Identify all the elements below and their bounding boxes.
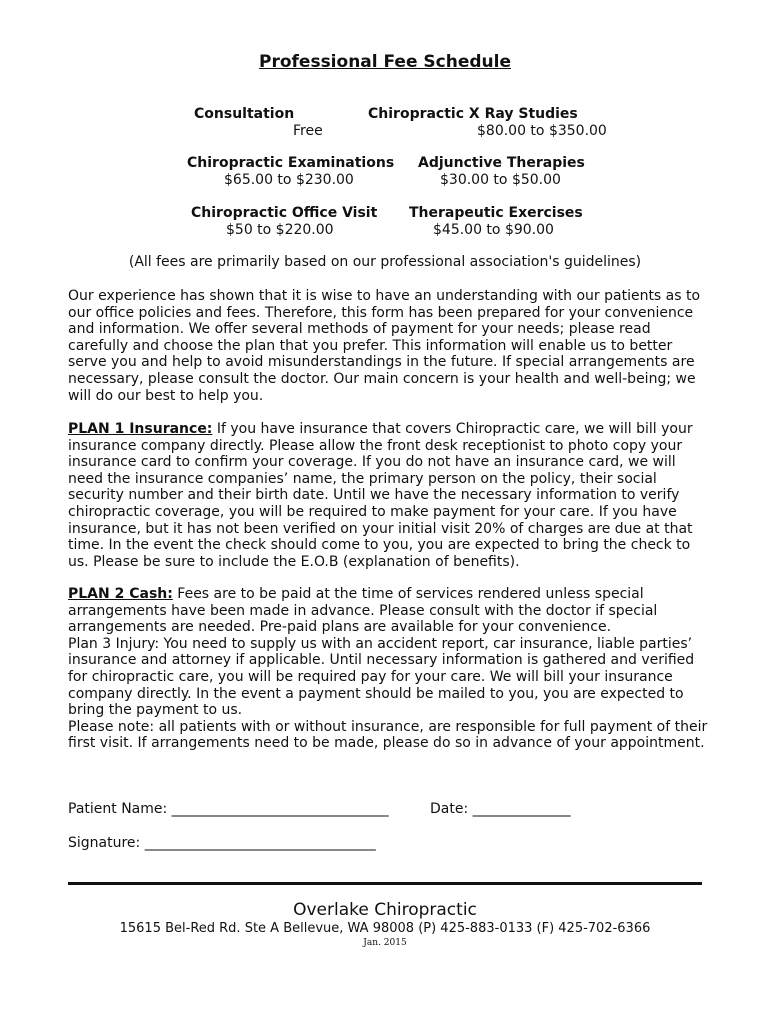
adjunctive-value: $30.00 to $50.00 [440, 172, 561, 188]
plan1-text: If you have insurance that covers Chiropractic care, we will bill your insurance company directly. Please allow the front desk receptionist to photo copy your insurance card to confirm your coverage. If you do not have an insurance card, we will need the insurance companies’ name, the primary person on the policy, their social security number and their birth date. Until we have the necessary information to verify chiropractic coverage, you will be required to make payment for your care. If you have insurance, but it has not been verified on your initial visit 20% of charges are due at that time. In the event the check should come to you, you are expected to bring the check to us. Please be sure to include the E.O.B (explanation of benefits). [68, 421, 693, 570]
exercises-label: Therapeutic Exercises [409, 205, 583, 221]
page-title: Professional Fee Schedule [259, 52, 511, 72]
revision-date: Jan. 2015 [363, 938, 407, 948]
consultation-value: Free [293, 123, 323, 139]
xray-label: Chiropractic X Ray Studies [368, 106, 578, 122]
consultation-label: Consultation [194, 106, 295, 122]
plan2-text: Fees are to be paid at the time of services rendered unless special arrangements have been made in advance. Please consult with the doctor if special arrangements are needed. Pre-paid plans are available for your convenience. [68, 586, 658, 636]
practice-address: 15615 Bel-Red Rd. Ste A Bellevue, WA 98008 (P) 425-883-0133 (F) 425-702-6366 [119, 921, 651, 936]
exercises-value: $45.00 to $90.00 [433, 222, 554, 238]
plan2-label: PLAN 2 Cash: [68, 586, 173, 602]
footer-divider [68, 882, 702, 885]
plan3-paragraph: Plan 3 Injury: You need to supply us with an accident report, car insurance, liable parties’ insurance and attorney if applicable. Until necessary information is gathered and verified for chiropractic care, you will be required pay for your care. We will bill your insurance company directly. In the event a payment should be mailed to you, you are expected to bring the payment to us. [68, 635, 695, 719]
exams-label: Chiropractic Examinations [187, 155, 395, 171]
xray-value: $80.00 to $350.00 [477, 123, 607, 139]
office-visit-label: Chiropractic Office Visit [191, 205, 378, 221]
practice-name: Overlake Chiropractic [293, 900, 477, 920]
plan1-paragraph [68, 421, 708, 570]
intro-paragraph: Our experience has shown that it is wise to have an understanding with our patients as to our office policies and fees. Therefore, this form has been prepared for your convenience and information. We offer several methods of payment for your needs; please read carefully and choose the plan that you prefer. This information will enable us to better serve you and help to avoid misunderstandings in the future. If special arrangements are necessary, please consult the doctor. Our main concern is your health and well-being; we will do our best to help you. [68, 288, 701, 404]
exams-value: $65.00 to $230.00 [224, 172, 354, 188]
fee-note: (All fees are primarily based on our professional association's guidelines) [128, 254, 642, 270]
plan2-paragraph [68, 586, 708, 752]
signature-field[interactable]: Signature: _________________________________ [68, 835, 376, 851]
patient-name-field[interactable]: Patient Name: _______________________________ [68, 801, 389, 817]
adjunctive-label: Adjunctive Therapies [418, 155, 585, 171]
please-note-paragraph: Please note: all patients with or without insurance, are responsible for full payment of their first visit. If arrangements need to be made, please do so in advance of your appointment. [68, 718, 708, 752]
date-field[interactable]: Date: ______________ [430, 801, 571, 817]
office-visit-value: $50 to $220.00 [226, 222, 334, 238]
plan1-label: PLAN 1 Insurance: [68, 421, 213, 437]
